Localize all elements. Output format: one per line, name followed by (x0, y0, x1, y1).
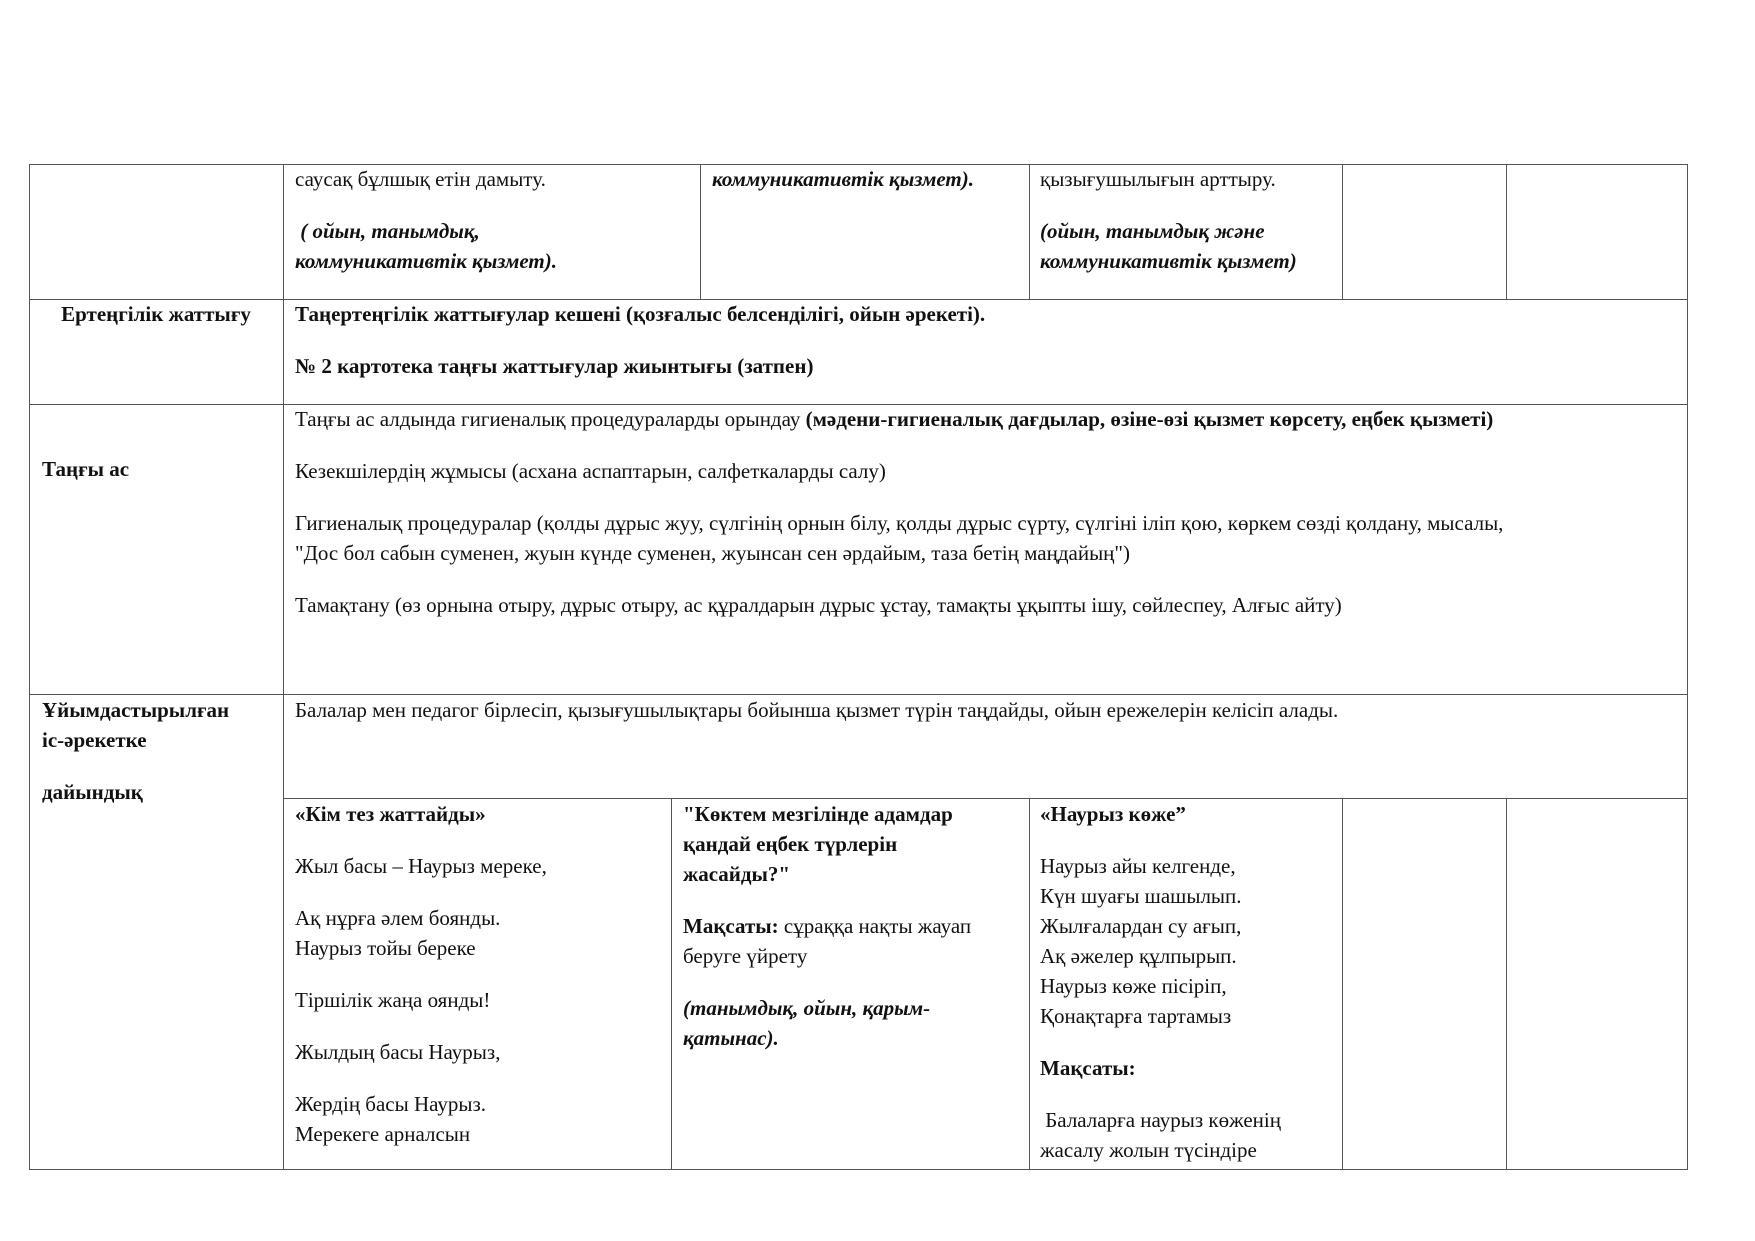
col-divider-top-1 (700, 164, 701, 300)
continuation-cell-1 (295, 164, 695, 276)
goal-text: Балаларға наурыз көженің жасалу жолын түсіндіре (1040, 1108, 1281, 1162)
preparation-intro: Балалар мен педагог бірлесіп, қызығушылықтары бойынша қызмет түрін таңдайды, ойын ережелерін келісіп алады. (295, 698, 1339, 722)
exercise-card: № 2 картотека таңғы жаттығулар жиынтығы (затпен) (295, 354, 814, 378)
breakfast-content (295, 404, 1680, 620)
activity-type: коммуникативтік қызмет). (295, 249, 557, 273)
hygiene-paragraph: Таңғы ас алдында гигиеналық процедураларды орындау (мәдени-гигиеналық дағдылар, өзіне-өзі қызмет көрсету, еңбек қызметі) (295, 407, 1494, 431)
poem-line: Ақ нұрға әлем боянды. (295, 906, 501, 930)
col-divider-bottom-2 (1029, 798, 1030, 1170)
poem-line: Мерекеге арналсын (295, 1122, 471, 1146)
col-divider-bottom-3 (1342, 798, 1343, 1170)
duty-paragraph: Кезекшілердің жұмысы (асхана аспаптарын, салфеткаларды салу) (295, 459, 886, 483)
eating-paragraph: Тамақтану (өз орнына отыру, дұрыс отыру, ас құралдарын дұрыс ұстау, тамақты ұқыпты ішу, сөйлеспеу, Алғыс айту) (295, 593, 1342, 617)
game-title: «Кім тез жаттайды» (295, 802, 486, 826)
game-cell-kim-tez (295, 799, 667, 1149)
poem-line: Ақ әжелер құлпырып. (1040, 944, 1237, 968)
continuation-cell-3 (1040, 164, 1340, 276)
col-divider-bottom-1 (671, 798, 672, 1170)
activity-type: коммуникативтік қызмет). (712, 167, 974, 191)
poem (1040, 851, 1340, 1031)
col-divider-top-2 (1029, 164, 1030, 300)
poem-line: Жыл басы – Наурыз мереке, (295, 854, 547, 878)
poem-line: Күн шуағы шашылып. (1040, 884, 1242, 908)
col-divider-top-3 (1342, 164, 1343, 300)
poem-line: Жердің басы Наурыз. (295, 1092, 487, 1116)
table-border-right (1687, 164, 1688, 1170)
col-divider-bottom-4 (1506, 798, 1507, 1170)
table-border-bottom (29, 1169, 1688, 1170)
continuation-cell-2 (712, 164, 1022, 194)
game-title: "Көктем мезгілінде адамдар қандай еңбек түрлерін жасайды?" (683, 802, 953, 886)
activity-type: ( ойын, танымдық, (295, 219, 480, 243)
poem-line: Жылдың басы Наурыз, (295, 1040, 501, 1064)
game-cell-spring-work (683, 799, 1025, 1053)
row-label-preparation: Ұйымдастырылған іс-әрекетке дайындық (42, 698, 230, 804)
poem-line: Наурыз айы келгенде, (1040, 854, 1236, 878)
game-cell-nauryz-kozhe (1040, 799, 1340, 1165)
poem-line: Наурыз көже пісіріп, (1040, 974, 1227, 998)
procedures-paragraph: Гигиеналық процедуралар (қолды дұрыс жуу, сүлгінің орнын білу, қолды дұрыс сүрту, сүлгіні іліп қою, көркем сөзді қолдану, мысалы, "Дос бол сабын суменен, жуын күнде суменен, жуынсан сен әрдайым, таза бетің маңдайың") (295, 511, 1504, 565)
exercise-line: Таңертеңгілік жаттығулар кешені (қозғалыс белсенділігі, ойын әрекеті). (295, 302, 986, 326)
activity-type: (ойын, танымдық және (1040, 219, 1265, 243)
goal: Мақсаты: сұраққа нақты жауап беруге үйрету (683, 914, 972, 968)
game-title: «Наурыз көже” (1040, 802, 1186, 826)
poem-line: Жылғалардан су ағып, (1040, 914, 1242, 938)
cell-text: қызығушылығын арттыру. (1040, 167, 1276, 191)
cell-text: саусақ бұлшық етін дамыту. (295, 167, 546, 191)
morning-exercise-content (295, 299, 1675, 381)
label-column-divider (283, 164, 284, 1170)
goal-label: Мақсаты: (1040, 1056, 1136, 1080)
poem-line: Қонақтарға тартамыз (1040, 1004, 1232, 1028)
col-divider-top-4 (1506, 164, 1507, 300)
poem-line: Тіршілік жаңа оянды! (295, 988, 491, 1012)
row-label-morning-exercise: Ертеңгілік жаттығу (61, 302, 251, 326)
poem-line: Наурыз тойы береке (295, 936, 476, 960)
activity-type: коммуникативтік қызмет) (1040, 249, 1297, 273)
row-label-breakfast: Таңғы ас (42, 457, 130, 481)
activity-type: (танымдық, ойын, қарым- қатынас). (683, 996, 931, 1050)
